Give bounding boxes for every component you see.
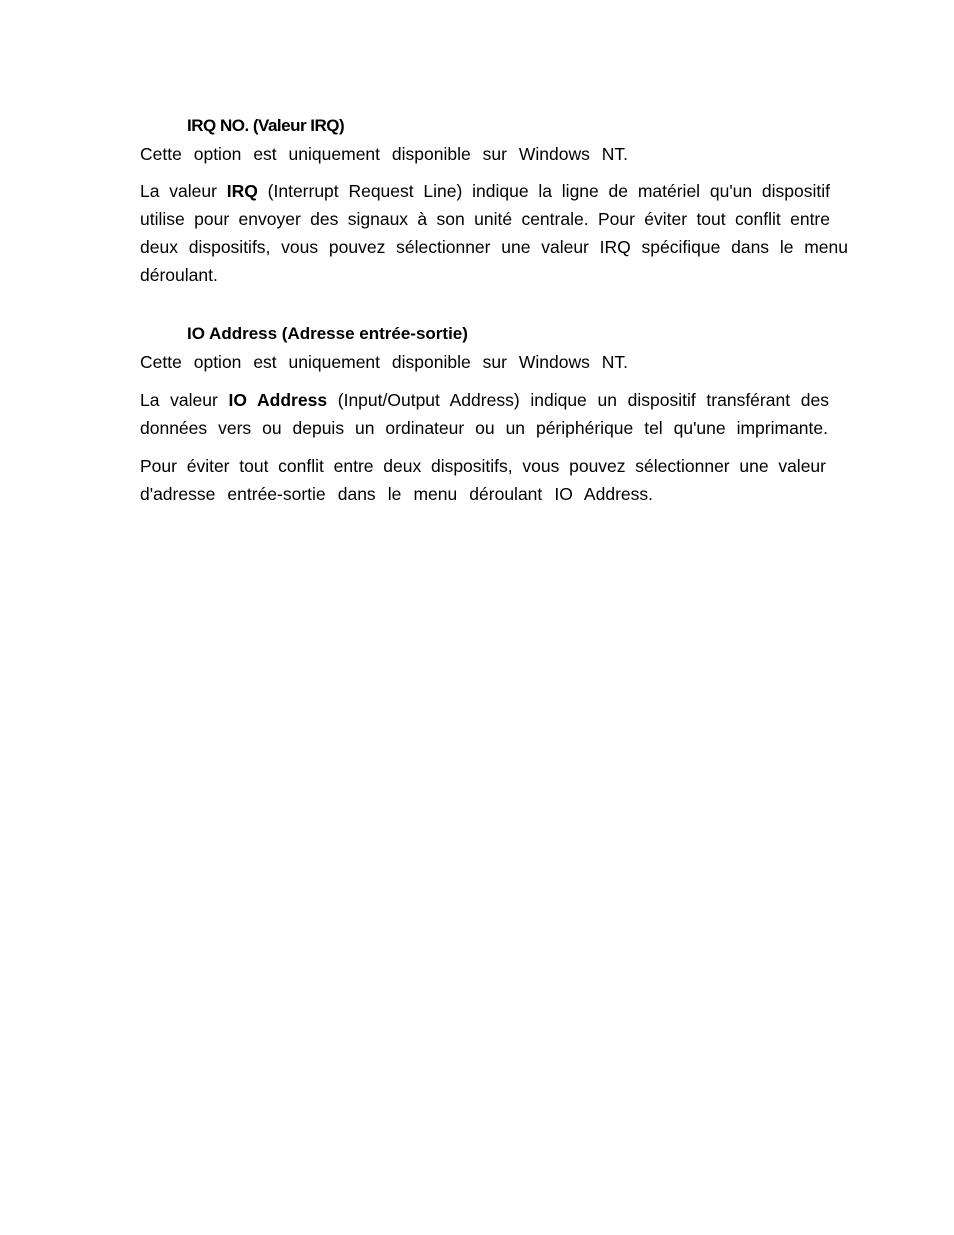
irq-description — [140, 177, 860, 289]
irq-availability — [140, 140, 860, 168]
irq-term: IRQ — [226, 181, 258, 201]
irq-availability-text: Cette option est uniquement disponible sur Windows NT. — [140, 144, 628, 164]
irq-description-line-2: utilise pour envoyer des signaux à son unité centrale. Pour éviter tout conflit entre — [140, 209, 830, 229]
io-conflict-note-line-1: Pour éviter tout conflit entre deux dispositifs, vous pouvez sélectionner une valeur — [140, 456, 826, 476]
irq-description-line-3: deux dispositifs, vous pouvez sélectionner une valeur IRQ spécifique dans le menu — [140, 237, 848, 257]
io-term: IO Address — [228, 390, 328, 410]
io-description-line-1-rest: (Input/Output Address) indique un dispositif transférant des — [327, 390, 829, 410]
io-description-line-1 — [140, 386, 829, 414]
io-description — [140, 386, 860, 442]
irq-heading: IRQ NO. (Valeur IRQ) — [187, 116, 345, 135]
io-conflict-note-line-2: d'adresse entrée-sortie dans le menu déroulant IO Address. — [140, 484, 653, 504]
io-address-heading: IO Address (Adresse entrée-sortie) — [187, 324, 468, 343]
io-conflict-note — [140, 452, 860, 508]
io-description-line-2: données vers ou depuis un ordinateur ou un périphérique tel qu'une imprimante. — [140, 418, 828, 438]
irq-description-line-4: déroulant. — [140, 265, 218, 285]
irq-description-line-1 — [140, 177, 830, 205]
irq-description-line-1-rest: (Interrupt Request Line) indique la ligne de matériel qu'un dispositif — [257, 181, 831, 201]
io-availability-text: Cette option est uniquement disponible sur Windows NT. — [140, 352, 628, 372]
irq-description-prefix: La valeur — [140, 181, 227, 201]
io-availability — [140, 348, 860, 376]
io-description-prefix: La valeur — [140, 390, 229, 410]
